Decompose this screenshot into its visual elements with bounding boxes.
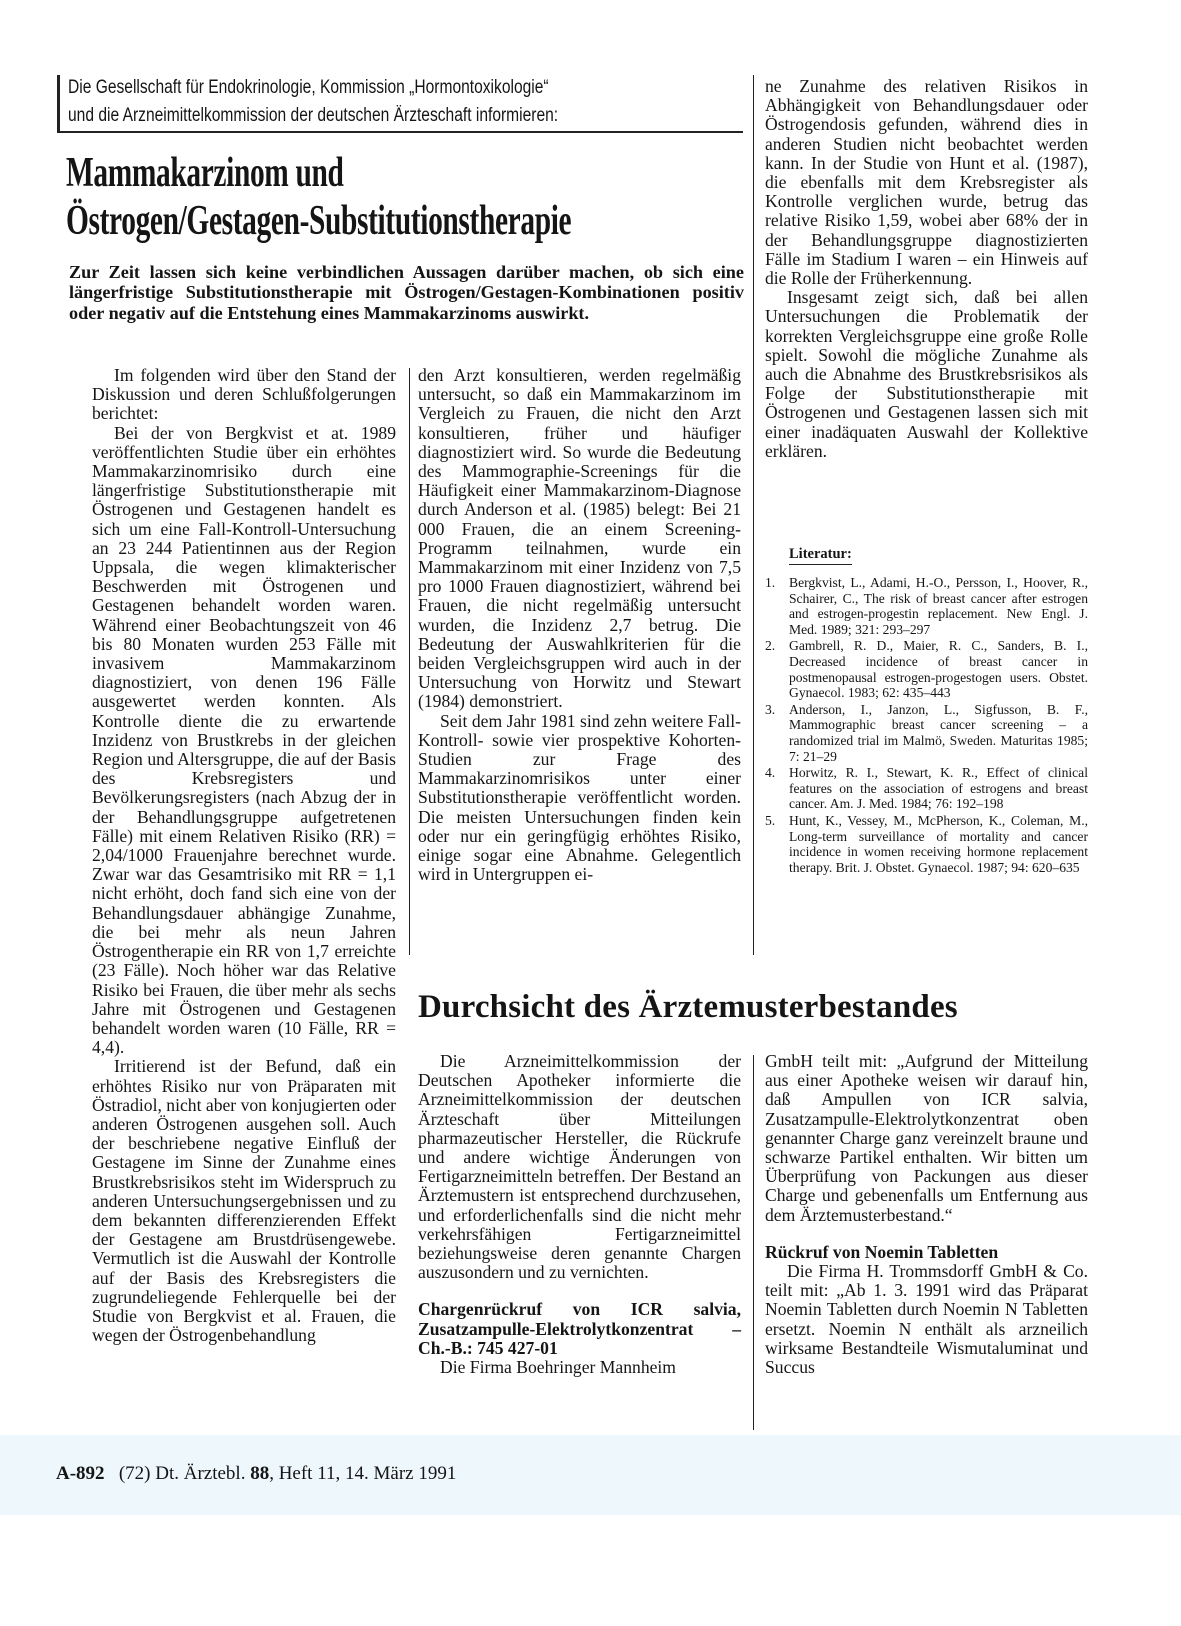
article2-column-right — [765, 1052, 1088, 1377]
reference-text: Gambrell, R. D., Maier, R. C., Sanders, B. I., Decreased incidence of breast cancer in postmenopausal estrogen-progestogen users. Obstet. Gynaecol. 1983; 62: 435–443 — [789, 638, 1088, 701]
reference-item — [765, 638, 1088, 700]
paragraph: Seit dem Jahr 1981 sind zehn weitere Fall-Kontroll- sowie vier prospektive Kohorten-Studien zur Frage des Mammakarzinomrisikos unter einer Substitutionstherapie veröffentlicht worden. Die meisten Untersuchungen finden kein oder nur ein geringfügig erhöhtes Risiko, einige sogar eine Abnahme. Gelegentlich wird in Untergruppen ei- — [418, 710, 741, 885]
reference-number: 2. — [765, 638, 776, 654]
article1-column-3 — [765, 77, 1088, 461]
reference-list — [765, 575, 1088, 875]
article2-column-left — [418, 1052, 741, 1377]
column-divider-1 — [409, 368, 410, 955]
paragraph: Bei der von Bergkvist et at. 1989 veröffentlichten Studie über ein erhöhtes Mammakarzinomrisiko durch eine längerfristige Substitutionstherapie mit Östrogenen und Gestagenen handelt es sich um eine Fall-Kontroll-Untersuchung an 23 244 Patientinnen aus der Region Uppsala, die wegen klimakterischer Beschwerden mit Östrogenen und Gestagenen behandelt worden waren. Während einer Beobachtungszeit von 46 bis 80 Monaten wurden 253 Fälle mit invasivem Mammakarzinom diagnostiziert, von denen 196 Fälle ausgewertet werden konnten. Als Kontrolle diente die zu erwartende Inzidenz von Brustkrebs in der gleichen Region und Altersgruppe, die auf der Basis des Krebsregisters und Bevölkerungsregisters (nach Abzug der in der Behandlungsgruppe aufgetretenen Fälle) mit einem Relativen Risiko (RR) = 2,04/1000 Frauenjahre berechnet wurde. Zwar war das Gesamtrisiko mit RR = 1,1 nicht erhöht, doch fand sich eine von der Behandlungsdauer abhängige Zunahme, die bei mehr als neun Jahren Östrogentherapie ein RR von 1,7 erreichte (23 Fälle). Noch höher war das Relative Risiko bei Frauen, die über mehr als sechs Jahre mit Östrogenen und Gestagenen behandelt worden waren (10 Fälle, RR = 4,4). — [92, 422, 396, 1058]
literature-heading: Literatur: — [789, 546, 852, 565]
footer-volume: 88 — [250, 1463, 270, 1484]
paragraph: Die Firma Boehringer Mannheim — [440, 1357, 676, 1378]
article2-title: Durchsicht des Ärztemusterbestandes — [418, 989, 958, 1025]
reference-text: Horwitz, R. I., Stewart, K. R., Effect of clinical features on the association of estrogens and breast cancer. Am. J. Med. 1984; 76: 192–198 — [789, 765, 1088, 812]
paragraph: Insgesamt zeigt sich, daß bei allen Untersuchungen die Problematik der korrekten Vergleichsgruppe eine große Rolle spielt. Sowohl die mögliche Zunahme als auch die Abnahme des Brustkrebsrisikos als Folge der Substitutionstherapie mit Östrogenen und Gestagenen lassen sich mit einer inadäquaten Auswahl der Kollektive erklären. — [765, 287, 1088, 461]
page-number: A-892 — [56, 1463, 105, 1484]
paragraph: den Arzt konsultieren, werden regelmäßig untersucht, so daß ein Mammakarzinom im Vergleich zu Frauen, die nicht den Arzt konsultieren, früher und häufiger diagnostiziert wird. So wurde die Bedeutung des Mammographie-Screenings für die Häufigkeit einer Mammakarzinom-Diagnose durch Anderson et al. (1985) belegt: Bei 21 000 Frauen, die an einem Screening-Programm teilnahmen, wurde ein Mammakarzinom mit einer Inzidenz von 7,5 pro 1000 Frauen diagnostiziert, während bei Frauen, die nicht regelmäßig untersucht wurden, die Inzidenz 2,7 betrug. Die Bedeutung der Auswahlkriterien für die beiden Vergleichsgruppen wird auch in der Untersuchung von Horwitz und Stewart (1984) demonstriert. — [418, 365, 741, 712]
reference-item — [765, 765, 1088, 812]
header-left-bar — [57, 75, 60, 131]
reference-text: Bergkvist, L., Adami, H.-O., Persson, I., Hoover, R., Schairer, C., The risk of breast cancer after estrogen and estrogen-progestin replacement. New Engl. J. Med. 1989; 321: 293–297 — [789, 575, 1088, 637]
column-divider-2 — [753, 1055, 754, 1430]
paragraph: Die Arzneimittelkommission der Deutschen Apotheker informierte die Arzneimittelkommission der deutschen Ärzteschaft über Mitteilungen pharmazeutischer Hersteller, die Rückrufe und andere wichtige Änderungen von Fertigarzneimitteln betreffen. Der Bestand an Ärztemustern ist entsprechend durchzusehen, und erforderlichenfalls sind die nicht mehr verkehrsfähigen Fertigarzneimittel beziehungsweise deren genannte Chargen auszusondern und zu vernichten. — [418, 1051, 741, 1283]
reference-text: Anderson, I., Janzon, L., Sigfusson, B. F., Mammographic breast cancer screening – a randomized trial im Malmö, Sweden. Maturitas 1985; 7: 21–29 — [789, 701, 1088, 764]
kicker-line-2: und die Arzneimittelkommission der deutschen Ärzteschaft informieren: — [68, 105, 559, 126]
reference-number: 3. — [765, 701, 776, 717]
paragraph: Irritierend ist der Befund, daß ein erhöhtes Risiko nur von Präparaten mit Östradiol, nicht aber von konjugierten oder anderen Östrogenen ausgehen soll. Auch der beschriebene negative Einfluß der Gestagene im Sinne der Zunahme eines Brustkrebsrisikos steht im Widerspruch zu anderen Untersuchungsergebnissen und zu dem bekannten differenzierenden Effekt der Gestagene am Brustdrüsengewebe. Vermutlich ist die Auswahl der Kontrolle auf der Basis des Krebsregisters die zugrundeliegende Fehlerquelle bei der Studie von Bergkvist et al. Frauen, die wegen der Östrogenbehandlung — [92, 1056, 396, 1346]
reference-item — [765, 575, 1088, 637]
article1-column-1 — [92, 366, 396, 1345]
footer-issue-prefix: (72) Dt. Ärztebl. — [118, 1463, 246, 1484]
paragraph: ne Zunahme des relativen Risikos in Abhängigkeit von Behandlungsdauer oder Östrogendosis gefunden, während dies in anderen Studien nicht beobachtet werden kann. In der Studie von Hunt et al. (1987), die ebenfalls mit dem Krebsregister als Kontrolle verglichen wurde, betrug das relative Risiko 1,59, wobei aber 68% der in der Behandlungsgruppe diagnostizierten Fälle im Stadium I waren – ein Hinweis auf die Rolle der Früherkennung. — [765, 76, 1088, 289]
reference-item — [765, 813, 1088, 875]
recall-subheading-icr: Chargenrückruf von ICR salvia, Zusatzampulle-Elektrolytkonzentrat – Ch.-B.: 745 427-01 — [418, 1299, 741, 1358]
article-title-line-2: Östrogen/Gestagen-Substitutionstherapie — [66, 198, 572, 244]
literature-block — [765, 545, 1088, 876]
paragraph: Im folgenden wird über den Stand der Diskussion und deren Schlußfolgerungen berichtet: — [92, 365, 396, 424]
kicker-line-1: Die Gesellschaft für Endokrinologie, Kommission „Hormontoxikologie“ — [68, 77, 549, 98]
article1-column-2 — [418, 366, 741, 884]
recall-subheading-noemin: Rückruf von Noemin Tabletten — [765, 1241, 999, 1262]
article-lead: Zur Zeit lassen sich keine verbindlichen Aussagen darüber machen, ob sich eine längerfristige Substitutionstherapie mit Östrogen/Gestagen-Kombinationen positiv oder negativ auf die Entstehung eines Mammakarzinoms auswirkt. — [69, 262, 744, 323]
header-rule — [57, 131, 743, 133]
column-divider-top-right — [753, 75, 754, 955]
article-title-line-1: Mammakarzinom und — [66, 150, 344, 196]
footer-issue-suffix: , Heft 11, 14. März 1991 — [269, 1463, 457, 1484]
reference-number: 5. — [765, 812, 776, 828]
reference-item — [765, 702, 1088, 764]
page-footer — [56, 1463, 456, 1485]
paragraph: Die Firma H. Trommsdorff GmbH & Co. teilt mit: „Ab 1. 3. 1991 wird das Präparat Noemin Tabletten durch Noemin N Tabletten ersetzt. Noemin N enthält als arzneilich wirksame Bestandteile Wismutaluminat und Succus — [765, 1261, 1088, 1378]
reference-number: 1. — [765, 575, 776, 590]
reference-number: 4. — [765, 765, 776, 781]
paragraph: GmbH teilt mit: „Aufgrund der Mitteilung aus einer Apotheke weisen wir darauf hin, daß Ampullen von ICR salvia, Zusatzampulle-Elektrolytkonzentrat oben genannter Charge ganz vereinzelt braune und schwarze Partikel enthalten. Wir bitten um Überprüfung von Packungen aus dieser Charge und gebenenfalls um Entfernung aus dem Ärztemusterbestand.“ — [765, 1051, 1088, 1225]
reference-text: Hunt, K., Vessey, M., McPherson, K., Coleman, M., Long-term surveillance of mortality and cancer incidence in women receiving hormone replacement therapy. Brit. J. Obstet. Gynaecol. 1987; 94: 620–635 — [789, 812, 1088, 875]
